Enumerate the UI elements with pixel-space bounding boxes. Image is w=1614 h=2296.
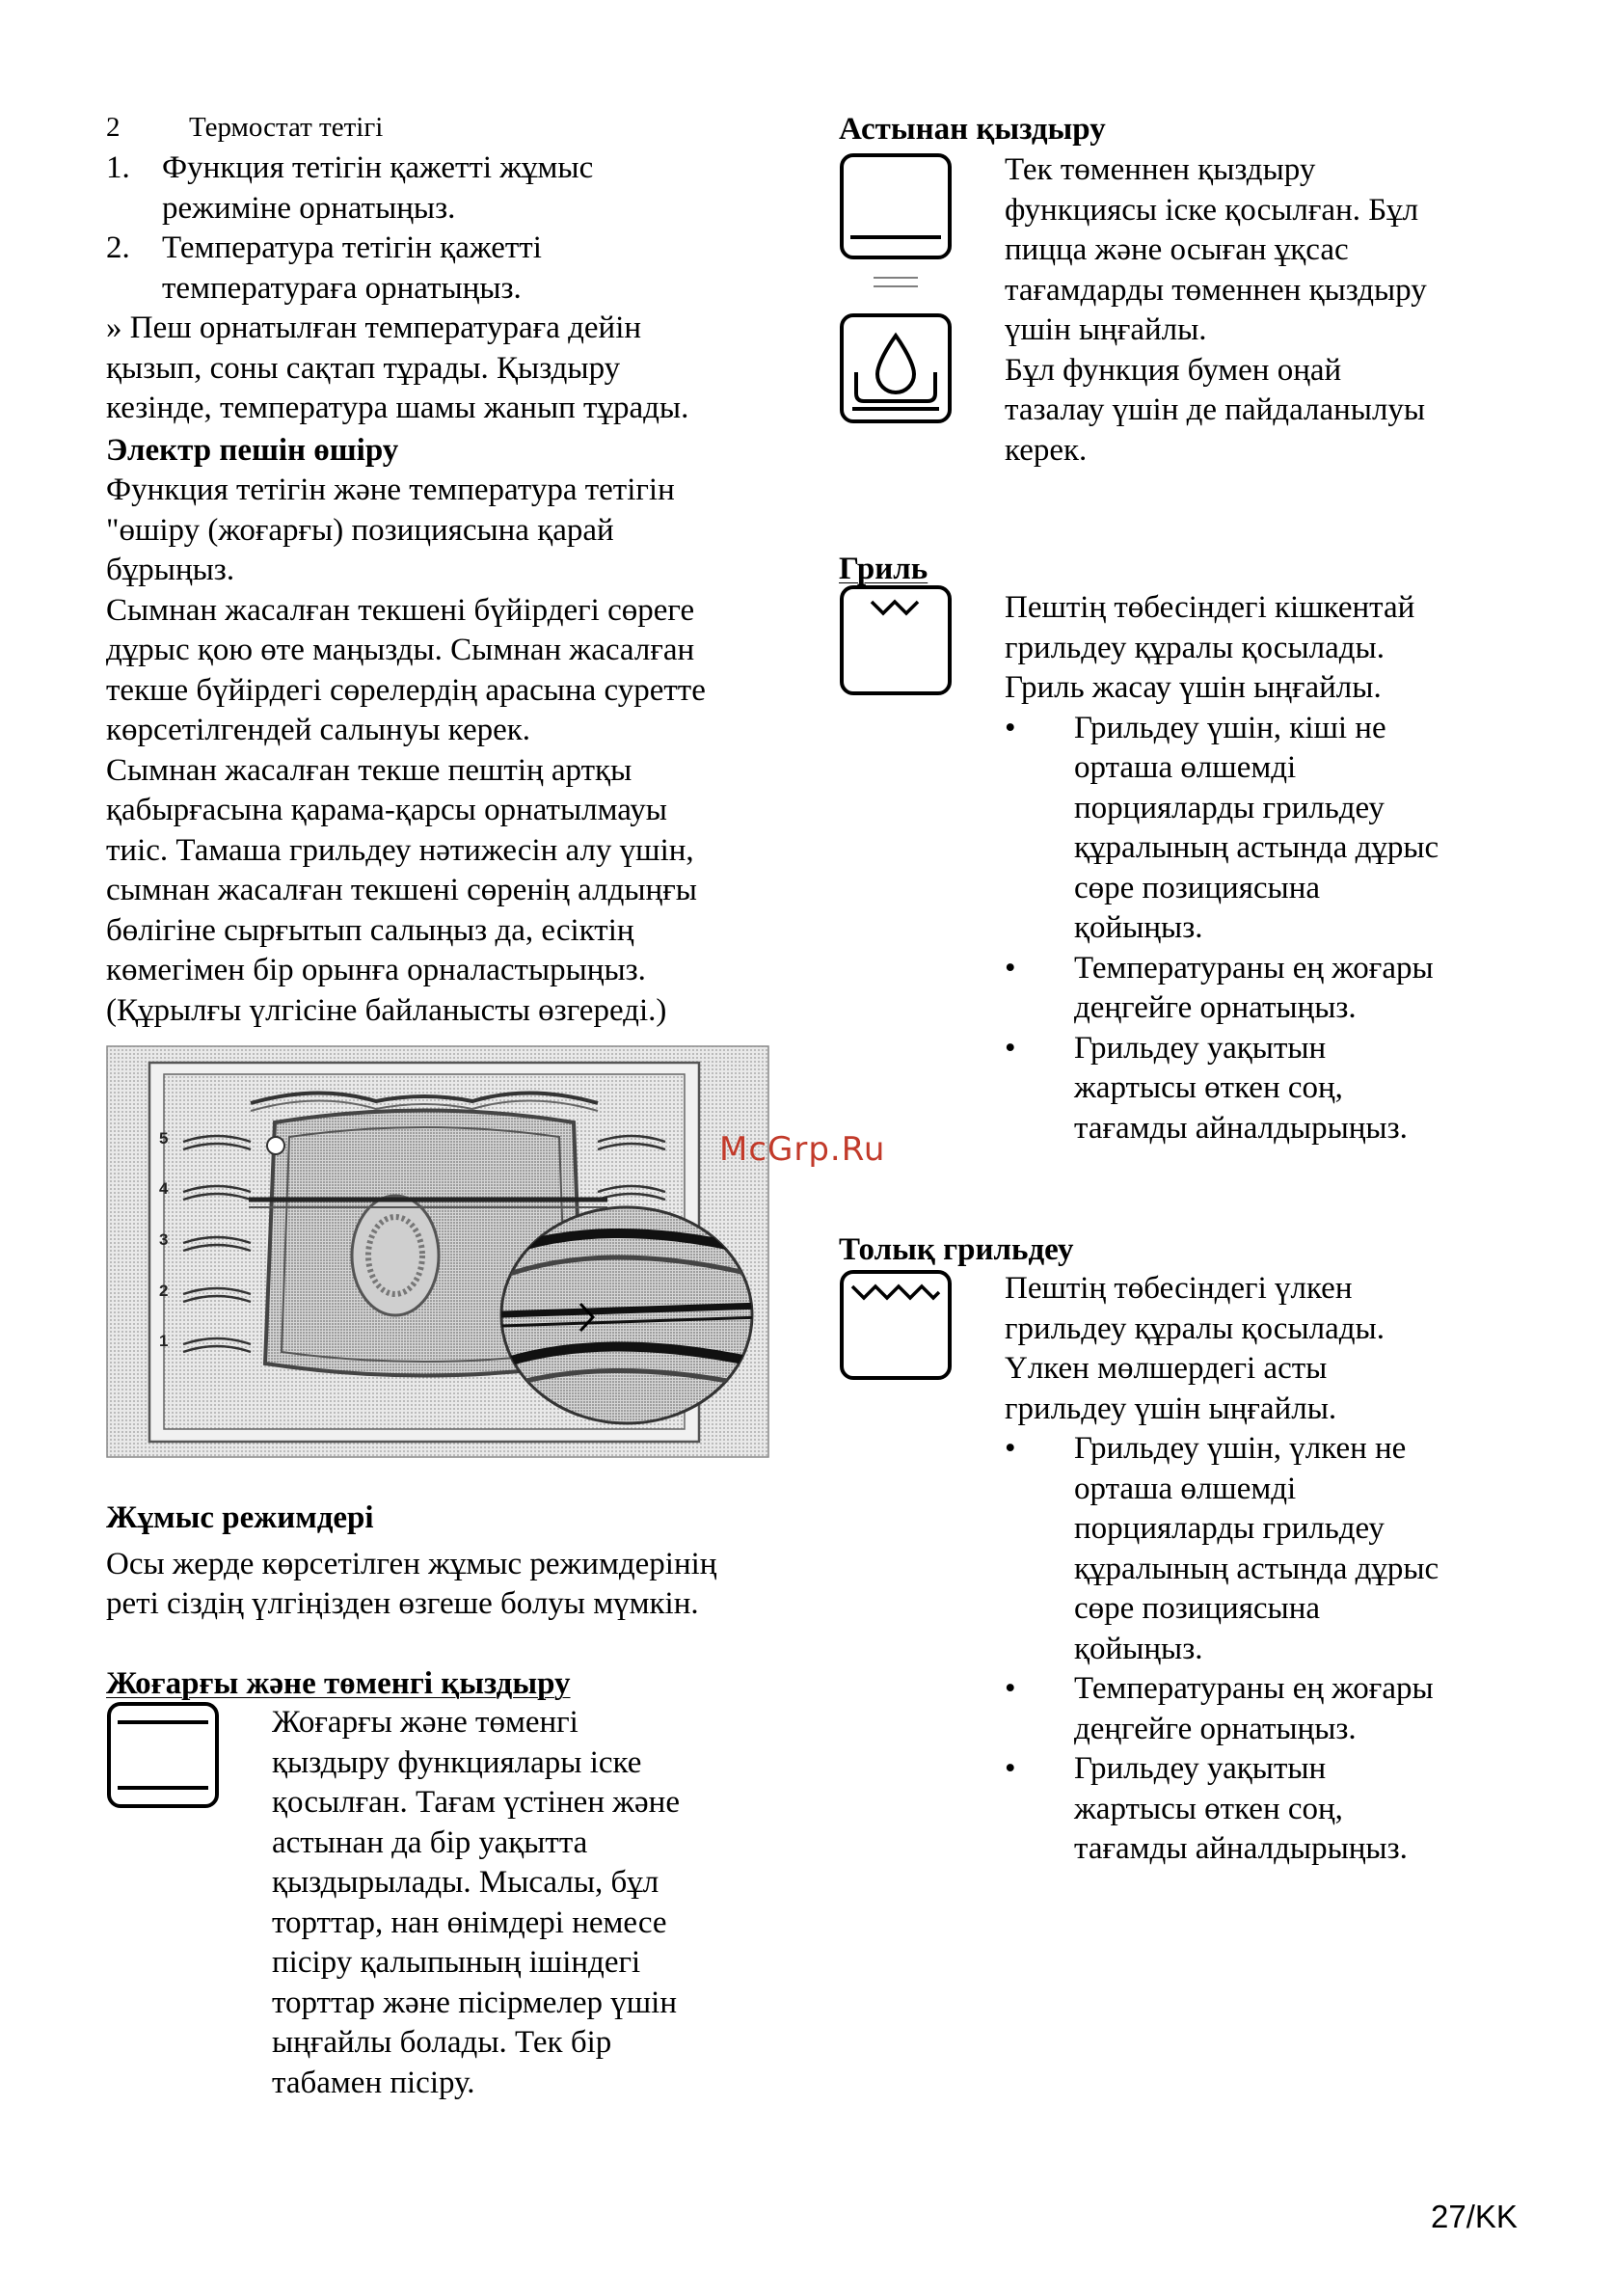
steam-cleaning-icon [839,312,953,424]
step-text: Температура тетігін қажетті [162,230,542,265]
bullet-item [1005,709,1525,949]
text-line: деңгейге орнатыңыз. [1074,1711,1357,1746]
text-line: Жоғарғы және төменгі [272,1705,578,1740]
step-number: 1. [106,150,130,185]
level-label: 4 [159,1179,169,1198]
bottom-heat-section [839,110,1514,468]
level-label: 1 [159,1332,169,1350]
text-line: Бұл функция бумен оңай [1005,352,1342,388]
separator-lines-icon [874,274,918,291]
grill-section [839,550,1514,1146]
bottom-heat-paragraph [1005,150,1506,471]
text-line: функциясы іске қосылған. Бұл [1005,192,1419,228]
step-item [106,149,820,229]
text-line: сымнан жасалған текшені сөренің алдыңғы [106,873,697,907]
text-line: Сымнан жасалған текше пештің артқы [106,752,632,788]
text-line: тазалау үшін де пайдаланылуы [1005,392,1426,427]
text-line: жартысы өткен соң, [1074,1791,1343,1826]
text-line: ыңғайлы болады. Тек бір [272,2025,612,2060]
grill-paragraph [1005,588,1525,1148]
oven-shelf-illustration [106,1045,769,1458]
bottom-heat-heading: Астынан қыздыру [839,112,1106,147]
text-line: орташа өлшемді [1074,750,1297,785]
bullet-marker: • [1005,1030,1016,1066]
text-line: Пештің төбесіндегі кішкентай [1005,590,1415,625]
text-line: Температураны ең жоғары [1074,1671,1434,1706]
step-text: режиміне орнатыңыз. [162,190,456,226]
text-line: құралының астында дұрыс [1074,830,1439,865]
level-label: 3 [159,1230,169,1249]
text-line: керек. [1005,432,1088,468]
topbottom-section [106,1664,820,2100]
level-label: 5 [159,1129,169,1148]
text-line: орташа өлшемді [1074,1471,1297,1506]
text-line: тағамды айналдырыңыз. [1074,1831,1408,1866]
text-line: пицца және осыған ұқсас [1005,232,1349,267]
text-line: » Пеш орнатылған температураға дейін [106,311,642,345]
bullet-marker: • [1005,710,1016,745]
text-line: Температураны ең жоғары [1074,950,1434,986]
text-line: Грильдеу уақытын [1074,1751,1327,1786]
left-column [106,108,820,1031]
text-line: көрсетілгендей салынуы керек. [106,713,531,747]
grill-heading: Гриль [839,552,928,586]
text-line: қосылған. Тағам үстінен және [272,1785,680,1820]
text-line: бұрыңыз. [106,553,235,587]
text-line: грильдеу құралы қосылады. [1005,1310,1385,1346]
text-line: торттар, нан өнімдері немесе [272,1904,667,1940]
full-grill-section [839,1230,1514,1866]
text-line: грильдеу үшін ыңғайлы. [1005,1391,1337,1426]
text-line: астынан да бір уақытта [272,1824,588,1860]
full-grill-paragraph [1005,1269,1525,1870]
text-line: пісіру қалыпының ішіндегі [272,1945,641,1980]
text-line: дұрыс қою өте маңызды. Сымнан жасалған [106,633,695,667]
text-line: үшін ыңғайлы. [1005,312,1207,347]
text-line: қызып, соны сақтап тұрады. Қыздыру [106,350,621,386]
bullet-item [1005,1669,1525,1749]
text-line: Пештің төбесіндегі үлкен [1005,1271,1353,1306]
text-line: жартысы өткен соң, [1074,1070,1343,1105]
off-paragraph [106,471,820,1031]
modes-paragraph [106,1545,820,1625]
text-line: порцияларды грильдеу [1074,1511,1385,1546]
left-column-lower [106,1499,820,1625]
text-line: тағамды айналдырыңыз. [1074,1110,1408,1146]
text-line: кезінде, температура шамы жанып тұрады. [106,391,689,425]
text-line: қыздырылады. Мысалы, бұл [272,1865,659,1900]
text-line: Үлкен мөлшердегі асты [1005,1351,1328,1386]
text-line: Сымнан жасалған текшені бүйірдегі сөреге [106,592,695,628]
text-line: (Құрылғы үлгісіне байланысты өзгереді.) [106,992,667,1028]
text-line: көмегімен бір орынға орналастырыңыз. [106,953,646,987]
full-grill-heading: Толық грильдеу [839,1232,1074,1267]
text-line: қойыңыз. [1074,910,1203,945]
bullet-marker: • [1005,1431,1016,1466]
page-number: 27/KK [1431,2199,1518,2234]
step-list [106,149,820,309]
text-line: порцияларды грильдеу [1074,790,1385,825]
bullet-item [1005,1029,1525,1149]
text-line: құралының астында дұрыс [1074,1551,1439,1586]
text-line: Гриль жасау үшін ыңғайлы. [1005,670,1382,705]
text-line: грильдеу құралы қосылады. [1005,630,1385,665]
text-line: бөлігіне сырғытып салыңыз да, есіктің [106,912,634,948]
step-item [106,229,820,309]
text-line: реті сіздің үлгіңізден өзгеше болуы мүмкін. [106,1586,699,1621]
step-text: температураға орнатыңыз. [162,270,522,306]
topbottom-paragraph [272,1703,812,2103]
step-text: Функция тетігін қажетті жұмыс [162,150,594,185]
text-line: Грильдеу үшін, кіші не [1074,710,1386,745]
modes-heading: Жұмыс режимдері [106,1500,374,1535]
bullet-marker: • [1005,950,1016,986]
text-line: қыздыру функциялары іске [272,1744,642,1780]
text-line: қойыңыз. [1074,1631,1203,1666]
text-line: тиіс. Тамаша грильдеу нәтижесін алу үшін, [106,832,694,868]
full-grill-icon [839,1269,953,1381]
text-line: Грильдеу уақытын [1074,1030,1327,1066]
bullet-marker: • [1005,1751,1016,1786]
text-line: сөре позициясына [1074,1591,1321,1626]
text-line: Грильдеу үшін, үлкен не [1074,1431,1407,1466]
step-number: 2. [106,230,130,265]
text-line: сөре позициясына [1074,870,1321,905]
level-label: 2 [159,1282,169,1300]
topbottom-heading: Жоғарғы және төменгі қыздыру [106,1666,571,1701]
bullet-marker: • [1005,1671,1016,1706]
text-line: деңгейге орнатыңыз. [1074,990,1357,1025]
bullet-item [1005,1749,1525,1870]
off-heading: Электр пешін өшіру [106,432,399,468]
text-line: "өшіру (жоғарғы) позициясына қарай [106,512,614,548]
thermostat-number: 2 [106,112,121,143]
text-line: Осы жерде көрсетілген жұмыс режимдерінің [106,1546,717,1581]
watermark: McGrp.Ru [719,1130,886,1169]
text-line: Функция тетігін және температура тетігін [106,473,675,507]
text-line: табамен пісіру. [272,2065,475,2100]
text-line: текше бүйірдегі сөрелердің арасына суретте [106,672,706,708]
bullet-item [1005,1429,1525,1669]
text-line: тағамдарды төменнен қыздыру [1005,272,1427,308]
grill-icon [839,584,953,696]
text-line: қабырғасына қарама-қарсы орнатылмауы [106,793,667,827]
result-paragraph [106,309,820,429]
text-line: торттар және пісірмелер үшін [272,1985,677,2020]
thermostat-line [106,108,820,147]
bottom-heat-icon [839,152,953,260]
bullet-item [1005,949,1525,1029]
thermostat-label: Термостат тетігі [189,112,384,143]
text-line: Тек төменнен қыздыру [1005,152,1316,187]
top-bottom-heat-icon [106,1701,220,1809]
